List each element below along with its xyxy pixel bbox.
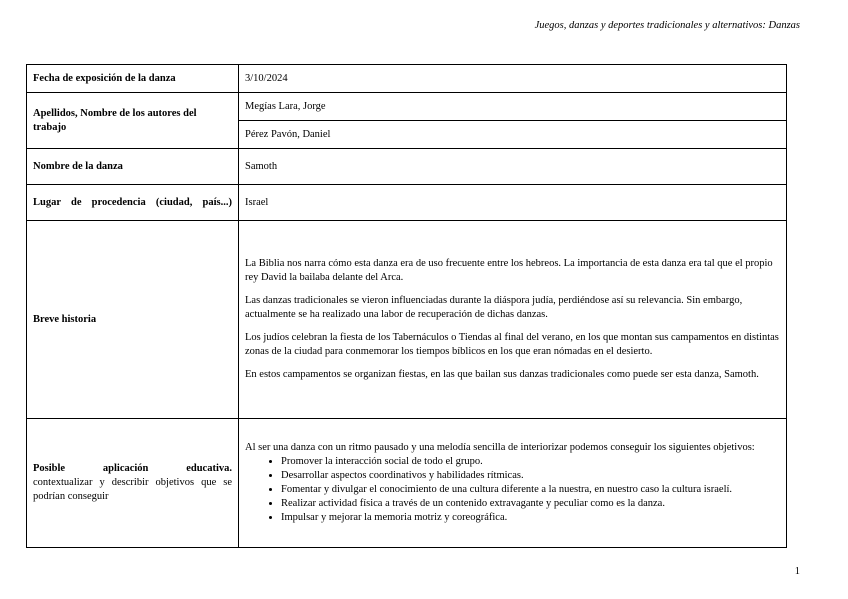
row-aplicacion: [27, 419, 787, 548]
label-aplicacion-normal: contextualizar y describir objetivos que se podrían conseguir: [33, 477, 232, 502]
value-nombre: Samoth: [239, 149, 787, 185]
value-autor-2: Pérez Pavón, Daniel: [239, 121, 787, 149]
value-aplicacion: [239, 419, 787, 548]
row-lugar: [27, 185, 787, 221]
label-nombre: Nombre de la danza: [27, 149, 239, 185]
list-item: • Promover la interacción social de todo el grupo.: [281, 455, 780, 469]
page-number: 1: [794, 566, 800, 577]
value-autor-1: Megías Lara, Jorge: [239, 93, 787, 121]
historia-paragraph: La Biblia nos narra cómo esta danza era de uso frecuente entre los hebreos. La importancia de esta danza era tal que el propio rey David la bailaba delante del Arca.: [245, 258, 773, 284]
list-item: • Fomentar y divulgar el conocimiento de una cultura diferente a la nuestra, en nuestro caso la cultura israelí.: [281, 483, 780, 497]
value-fecha: 3/10/2024: [239, 65, 787, 93]
aplicacion-intro: Al ser una danza con un ritmo pausado y una melodía sencilla de interiorizar podemos conseguir los siguientes objetivos:: [245, 442, 755, 454]
historia-paragraph: En estos campamentos se organizan fiestas, en las que bailan sus danzas tradicionales como puede ser esta danza, Samoth.: [245, 368, 759, 380]
row-nombre: [27, 149, 787, 185]
row-historia: [27, 221, 787, 419]
label-autores: Apellidos, Nombre de los autores del trabajo: [27, 93, 239, 149]
label-aplicacion-bold: Posible aplicación educativa.: [33, 463, 232, 475]
label-lugar: Lugar de procedencia (ciudad, país...): [27, 185, 239, 221]
running-header: Juegos, danzas y deportes tradicionales y alternativos: Danzas: [534, 20, 800, 31]
value-historia: [239, 221, 787, 419]
row-autores: [27, 93, 787, 121]
value-lugar: Israel: [239, 185, 787, 221]
dance-info-table: [26, 64, 787, 548]
list-item: • Realizar actividad física a través de un contenido extravagante y peculiar como es la danza.: [281, 497, 780, 511]
label-aplicacion: [27, 419, 239, 548]
list-item: • Desarrollar aspectos coordinativos y habilidades rítmicas.: [281, 469, 780, 483]
historia-paragraph: Las danzas tradicionales se vieron influenciadas durante la diáspora judía, perdiéndose así su relevancia. Sin embargo, actualmente se ha realizado una labor de recuperación de dichas danzas.: [245, 295, 743, 321]
list-item: • Impulsar y mejorar la memoria motriz y coreográfica.: [281, 511, 780, 525]
historia-paragraph: Los judíos celebran la fiesta de los Tabernáculos o Tiendas al final del verano, en los que montan sus campamentos en distintas zonas de la ciudad para conmemorar los tiempos bíblicos en los que eran nómadas en el desierto.: [245, 331, 779, 357]
label-fecha: Fecha de exposición de la danza: [27, 65, 239, 93]
objetivos-list: [245, 455, 780, 524]
label-historia: Breve historia: [27, 221, 239, 419]
row-fecha: [27, 65, 787, 93]
